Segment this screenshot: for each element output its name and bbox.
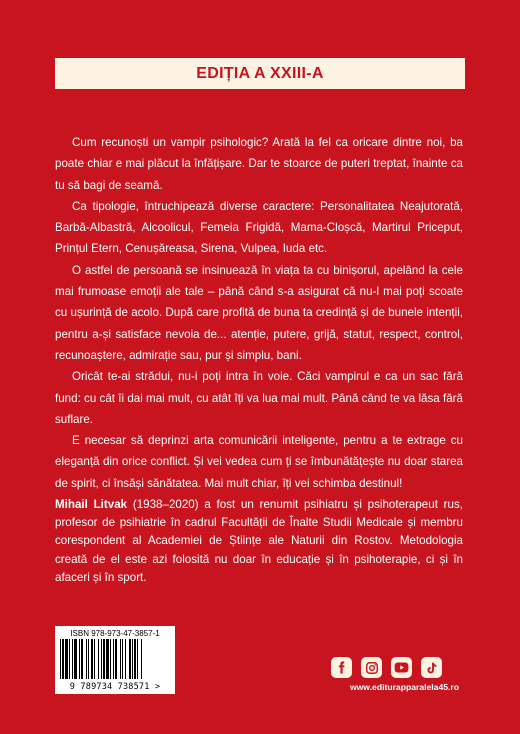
- barcode-bar: [65, 639, 68, 679]
- barcode-bar: [103, 639, 105, 679]
- edition-label: EDIȚIA A XXIII-A: [196, 64, 324, 82]
- barcode-bar: [60, 639, 61, 679]
- isbn-label: ISBN 978-973-47-3857-1: [70, 629, 160, 638]
- social-links: [331, 657, 442, 678]
- blurb-paragraph: Oricât te-ai strădui, nu-i poți intra în voie. Căci vampirul e ca un sac fără fund: cu cât îi dai mai mult, cu atât îți va lua mai mult. Până când te va lăsa fără suflare.: [55, 370, 463, 426]
- barcode-bar: [106, 639, 109, 679]
- barcode-bar: [120, 639, 121, 679]
- barcode-bar: [141, 639, 142, 679]
- barcode-bar: [115, 639, 117, 679]
- barcode-digits: 9 789734 738571 >: [69, 682, 161, 692]
- barcode-bar: [125, 639, 126, 679]
- blurb-paragraph: Cum recunoști un vampir psihologic? Arată la fel ca oricare dintre noi, ba poate chiar e mai plăcut la înfățișare. Dar te stoarce de puteri treptat, înainte ca tu să bagi de seamă.: [55, 136, 463, 192]
- barcode-bar: [88, 639, 89, 679]
- barcode-bar: [137, 639, 138, 679]
- barcode-bar: [62, 639, 64, 679]
- edition-banner: [55, 58, 465, 89]
- barcode-bar: [122, 639, 123, 679]
- tiktok-icon[interactable]: [421, 657, 442, 678]
- barcode-bar: [69, 639, 70, 679]
- barcode-bar: [81, 639, 83, 679]
- isbn-barcode: [55, 626, 175, 694]
- facebook-icon[interactable]: [331, 657, 352, 678]
- barcode-bar: [134, 639, 136, 679]
- instagram-icon[interactable]: [361, 657, 382, 678]
- barcode-bar: [74, 639, 77, 679]
- blurb-paragraph: E necesar să deprinzi arta comunicării inteligente, pentru a te extrage cu eleganță din orice conflict. Și vei vedea cum ți se îmbunătățește nu doar starea de spirit, ci însăși sănătatea. Mai mult chiar, îți vei schimba destinul!: [55, 434, 463, 490]
- barcode-bar: [101, 639, 102, 679]
- barcode-bar: [72, 639, 73, 679]
- barcode-bar: [129, 639, 131, 679]
- author-bio: [55, 496, 463, 587]
- author-name: Mihail Litvak: [55, 498, 128, 511]
- barcode-bar: [86, 639, 87, 679]
- author-bio-text: (1938–2020) a fost un renumit psihiatru și psihoterapeut rus, profesor de psihiatrie în cadrul Facultății de Înalte Studii Medicale și membru corespondent al Academiei de Științe ale Naturii din Rostov. Metodologia creată de el este azi folosită nu doar în educație și în psihoterapie, ci și în afaceri și în sport.: [55, 498, 463, 584]
- youtube-icon[interactable]: [391, 657, 412, 678]
- back-cover-blurb: [55, 132, 463, 494]
- barcode-bar: [132, 639, 133, 679]
- publisher-website[interactable]: www.editurapparalela45.ro: [349, 682, 459, 692]
- blurb-paragraph: Ca tipologie, întruchipează diverse caractere: Personalitatea Neajutorată, Barbă-Albastră, Alcoolicul, Femeia Frigidă, Mama-Cloșcă, Martirul Priceput, Prințul Etern, Cenușăreasa, Sirena, Vulpea, Iuda etc.: [55, 199, 463, 256]
- barcode-bar: [94, 639, 95, 679]
- barcode-bar: [79, 639, 80, 679]
- barcode-bar: [110, 639, 111, 679]
- barcode-bars: [59, 639, 171, 679]
- barcode-bar: [113, 639, 114, 679]
- barcode-bar: [98, 639, 99, 679]
- barcode-bar: [91, 639, 93, 679]
- blurb-paragraph: O astfel de persoană se insinuează în viața ta cu binișorul, apelând la cele mai frumoase emoții ale tale – până când s-a asigurat că nu-l mai poți scoate cu ușurință de acolo. După care profită de buna ta credință și de bunele intenții, pentru a-și satisface nevoia de... atenție, putere, grijă, statut, respect, control, recunoaștere, admirație sau, pur și simplu, bani.: [55, 263, 463, 362]
